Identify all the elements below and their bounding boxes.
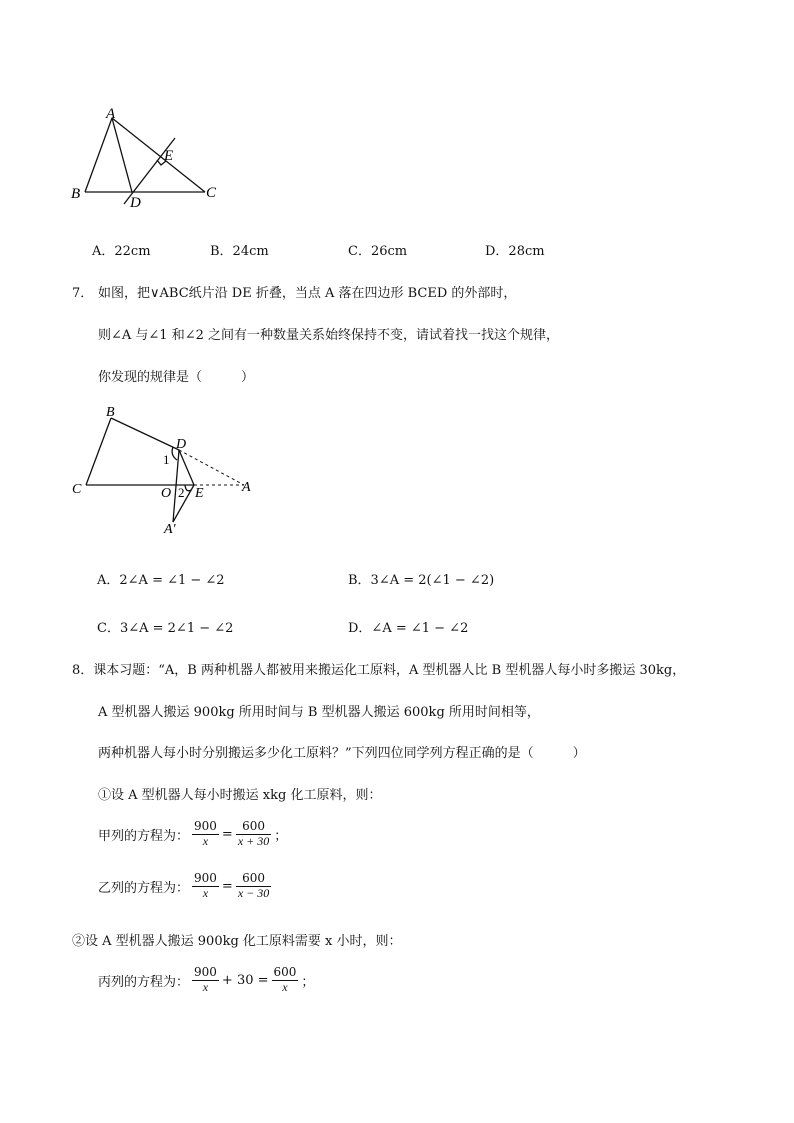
label-e: E [164,148,174,164]
label-b: B [106,405,115,420]
label-c: C [72,482,82,497]
q7-line-3: 你发现的规律是（ ） [98,370,255,385]
numerator: 900 [194,819,217,833]
fraction [236,872,271,901]
q7-option-d: D．∠A = ∠1 − ∠2 [348,621,469,636]
segment-ab [85,118,112,192]
numerator: 600 [236,872,271,887]
fraction [192,820,219,849]
q7-number: 7． [72,286,94,301]
equation-bing [98,966,317,995]
segment-bd [111,418,179,450]
denominator: x [202,979,209,994]
equation-yi [98,872,274,901]
figure-folded-triangle [66,400,266,545]
q7-option-b: B．3∠A = 2(∠1 − ∠2) [348,573,495,588]
label-angle-1: 1 [163,452,170,467]
equation-jia-label: 甲列的方程为： [98,828,190,844]
q6-option-c: C．26cm [348,244,408,259]
segment-bc [86,418,111,485]
q8-line-4: ①设 A 型机器人每小时搬运 xkg 化工原料，则： [98,788,382,803]
dashed-da [179,450,244,485]
equation-bing-label: 丙列的方程为： [98,974,190,990]
label-d: D [130,195,141,211]
equation-jia [98,820,290,849]
q6-option-d: D．28cm [485,244,545,259]
denominator: x − 30 [237,885,270,900]
numerator: 900 [194,965,217,979]
numerator: 600 [273,965,297,979]
q8-line-5: ②设 A 型机器人搬运 900kg 化工原料需要 x 小时，则： [72,934,402,949]
fraction [272,966,299,995]
label-a-prime: A′ [164,522,176,537]
angle-2-arc [185,485,191,491]
q7-option-c: C．3∠A = 2∠1 − ∠2 [97,621,234,636]
q8-line-2: A 型机器人搬运 900kg 所用时间与 B 型机器人搬运 600kg 所用时间相等， [98,705,540,720]
q7-line-1: 如图，把∨ABC纸片沿 DE 折叠，当点 A 落在四边形 BCED 的外部时， [98,286,517,301]
label-b: B [71,186,81,202]
label-d: D [176,437,187,452]
fraction [236,820,271,849]
denominator: x [202,885,209,900]
label-angle-2: 2 [178,485,185,500]
label-a: A [106,106,116,122]
label-o: O [161,486,172,501]
semicolon: ； [274,828,288,844]
numerator: 900 [194,871,217,885]
q6-option-b: B．24cm [210,244,269,259]
plus-thirty-equals: + 30 = [221,972,269,988]
label-a: A [242,480,251,495]
numerator: 600 [236,820,271,835]
segment-ac [112,118,205,192]
label-e: E [195,486,204,501]
segment-ad [112,118,132,192]
denominator: x [282,979,288,994]
q6-option-a: A．22cm [92,244,151,259]
denominator: x + 30 [237,833,270,848]
equals-sign: = [221,826,233,842]
semicolon: ； [301,974,315,990]
equals-sign: = [221,878,233,894]
equation-yi-label: 乙列的方程为： [98,880,190,896]
denominator: x [202,833,209,848]
label-c: C [206,185,217,201]
fraction [192,966,219,995]
figure-triangle-abc [60,100,240,215]
q7-option-a: A．2∠A = ∠1 − ∠2 [97,573,225,588]
segment-de [179,450,194,485]
q7-line-2: 则∠A 与∠1 和∠2 之间有一种数量关系始终保持不变，请试着找一找这个规律， [98,328,560,343]
fraction [192,872,219,901]
q8-line-3: 两种机器人每小时分别搬运多少化工原料？”下列四位同学列方程正确的是（ ） [98,746,586,761]
q8-line-1: 8．课本习题：“A，B 两种机器人都被用来搬运化工原料，A 型机器人比 B 型机器人每小时多搬运 30kg， [72,663,686,678]
